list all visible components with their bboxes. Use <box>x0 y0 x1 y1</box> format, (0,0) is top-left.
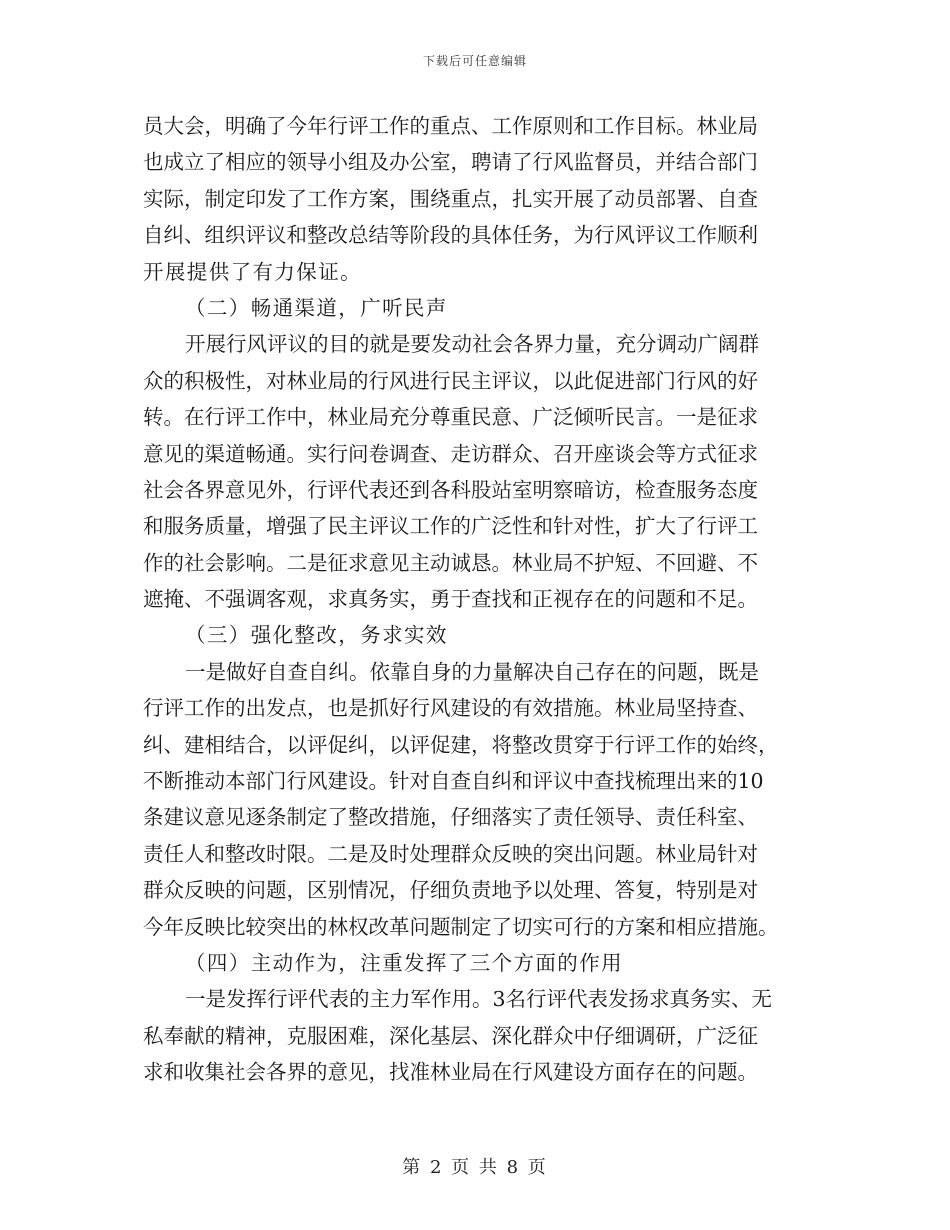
page-number: 第 2 页 共 8 页 <box>402 1157 548 1178</box>
paragraph-line: 自纠、组织评议和整改总结等阶段的具体任务，为行风评议工作顺利 <box>143 223 758 248</box>
paragraph-last-line: 开展提供了有力保证。 <box>143 259 362 284</box>
section-heading: （三）强化整改，务求实效 <box>185 623 448 648</box>
paragraph-line: 也成立了相应的领导小组及办公室，聘请了行风监督员，并结合部门 <box>143 150 758 175</box>
paragraph-first-line: 一是做好自查自纠。依靠自身的力量解决自己存在的问题，既是 <box>185 659 759 684</box>
section-heading: （四）主动作为，注重发挥了三个方面的作用 <box>185 950 623 975</box>
paragraph-line: 和服务质量，增强了民主评议工作的广泛性和针对性，扩大了行评工 <box>143 514 758 539</box>
paragraph-line: 转。在行评工作中，林业局充分尊重民意、广泛倾听民言。一是征求 <box>143 405 758 430</box>
document-body <box>143 108 803 1091</box>
paragraph-line: 责任人和整改时限。二是及时处理群众反映的突出问题。林业局针对 <box>143 841 758 866</box>
paragraph-line: 众的积极性，对林业局的行风进行民主评议，以此促进部门行风的好 <box>143 368 758 393</box>
paragraph-first-line: 一是发挥行评代表的主力军作用。3名行评代表发扬求真务实、无 <box>185 987 773 1012</box>
paragraph-line: 社会各界意见外，行评代表还到各科股站室明察暗访，检查服务态度 <box>143 477 758 502</box>
page-header: 下载后可任意编辑 <box>422 54 527 68</box>
paragraph-line: 条建议意见逐条制定了整改措施，仔细落实了责任领导、责任科室、 <box>143 805 758 830</box>
paragraph-line: 求和收集社会各界的意见，找准林业局在行风建设方面存在的问题。 <box>143 1060 758 1085</box>
paragraph-line: 员大会，明确了今年行评工作的重点、工作原则和工作目标。林业局 <box>143 114 758 138</box>
paragraph-line: 作的社会影响。二是征求意见主动诚恳。林业局不护短、不回避、不 <box>143 550 758 575</box>
paragraph-line: 群众反映的问题，区别情况，仔细负责地予以处理、答复，特别是对 <box>143 878 758 903</box>
paragraph-line: 行评工作的出发点，也是抓好行风建设的有效措施。林业局坚持查、 <box>143 696 758 721</box>
paragraph-line: 不断推动本部门行风建设。针对自查自纠和评议中查找梳理出来的10 <box>143 769 764 794</box>
paragraph-line: 今年反映比较突出的林权改革问题制定了切实可行的方案和相应措施。 <box>143 914 779 939</box>
paragraph-line: 意见的渠道畅通。实行问卷调查、走访群众、召开座谈会等方式征求 <box>143 441 758 466</box>
section-heading: （二）畅通渠道，广听民声 <box>185 295 448 320</box>
paragraph-line: 私奉献的精神，克服困难，深化基层、深化群众中仔细调研，广泛征 <box>143 1023 758 1048</box>
paragraph-line: 纠、建相结合，以评促纠，以评促建，将整改贯穿于行评工作的始终， <box>143 732 779 757</box>
paragraph-line: 遮掩、不强调客观，求真务实，勇于查找和正视存在的问题和不足。 <box>143 587 758 612</box>
paragraph-line: 实际，制定印发了工作方案，围绕重点，扎实开展了动员部署、自查 <box>143 186 758 211</box>
paragraph-first-line: 开展行风评议的目的就是要发动社会各界力量，充分调动广阔群 <box>185 332 759 357</box>
